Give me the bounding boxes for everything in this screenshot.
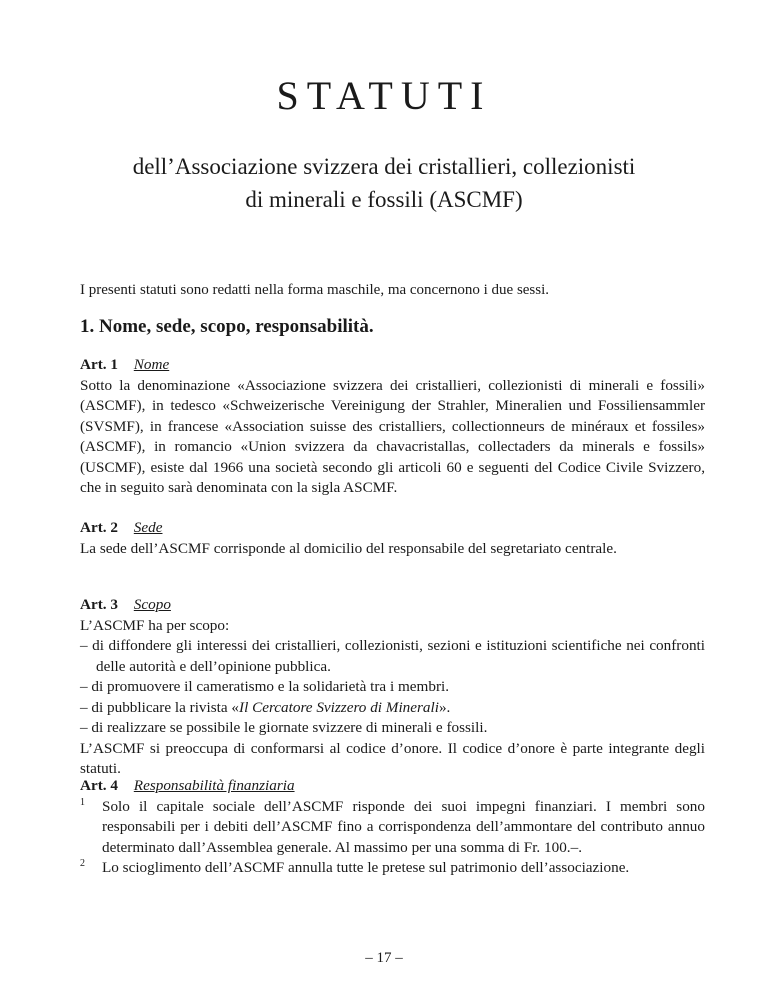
article-2 (80, 518, 705, 559)
article-4-paragraph-1 (80, 797, 705, 859)
article-2-title: Sede (133, 519, 163, 536)
article-4 (80, 776, 705, 879)
article-4-title: Responsabilità finanziaria (133, 777, 295, 794)
subtitle-line-1: dell’Associazione svizzera dei cristallieri, collezionisti (132, 154, 636, 179)
list-item: – di realizzare se possibile le giornate svizzere di minerali e fossili. (80, 719, 488, 736)
article-1-header (80, 355, 705, 376)
paragraph-text: Lo scioglimento dell’ASCMF annulla tutte le pretese sul patrimonio dell’associazione. (102, 859, 630, 876)
article-3 (80, 595, 705, 780)
article-3-number: Art. 3 (80, 596, 118, 613)
intro-note: I presenti statuti sono redatti nella forma maschile, ma concernono i due sessi. (80, 282, 550, 298)
subtitle-line-2: di minerali e fossili (ASCMF) (245, 187, 523, 212)
list-item-suffix: ». (438, 698, 451, 716)
article-1-text: Sotto la denominazione «Associazione svizzera dei cristallieri, collezionisti di minerali e fossili» (ASCMF), in tedesco «Schweizerische Vereinigung der Strahler, Mineralien und Fossiliensammler (SVSMF), in francese «Association suisse des cristalliers, collectionneurs de minéraux et fossiles» (ASCMF), in romancio «Union svizzera da chavacristallas, collectaders da minerals e fossils» (USCMF), esiste dal 1966 una società secondo gli articoli 60 e seguenti del Codice Civile Svizzero, che in seguito sarà denominata con la sigla ASCMF. (80, 376, 705, 496)
paragraph-number: 2 (80, 858, 85, 869)
paragraph-number: 1 (80, 796, 85, 808)
article-2-number: Art. 2 (80, 519, 118, 536)
article-4-header (80, 776, 705, 797)
list-item: – di diffondere gli interessi dei cristallieri, collezionisti, sezioni e istituzioni scientifiche nei confronti delle autorità e dell’opinione pubblica. (80, 637, 705, 675)
article-1 (80, 355, 705, 499)
article-3-intro: L’ASCMF ha per scopo: (80, 616, 230, 634)
article-4-paragraph-2 (80, 858, 705, 879)
list-item-prefix: – di pubblicare la rivista « (80, 698, 240, 716)
article-1-number: Art. 1 (80, 356, 118, 373)
article-2-header (80, 518, 705, 539)
article-3-closing: L’ASCMF si preoccupa di conformarsi al codice d’onore. Il codice d’onore è parte integrante degli statuti. (80, 739, 705, 777)
article-3-title: Scopo (133, 596, 171, 613)
article-3-header (80, 595, 705, 616)
document-subtitle (60, 150, 708, 216)
article-2-text: La sede dell’ASCMF corrisponde al domicilio del responsabile del segretariato centrale. (80, 539, 617, 557)
magazine-title: Il Cercatore Svizzero di Minerali (239, 698, 439, 716)
paragraph-text: Solo il capitale sociale dell’ASCMF risponde dei suoi impegni finanziari. I membri sono responsabili per i debiti dell’ASCMF fino a corrispondenza dell’ammontare del contributo annuo determinato dall’Assemblea generale. Al massimo per una somma di Fr. 100.–. (102, 797, 705, 856)
document-title: STATUTI (276, 73, 492, 118)
section-heading: 1. Nome, sede, scopo, responsabilità. (80, 316, 374, 337)
page-number: – 17 – (365, 950, 403, 966)
list-item (80, 698, 705, 719)
article-4-number: Art. 4 (80, 777, 118, 794)
list-item: – di promuovere il cameratismo e la solidarietà tra i membri. (80, 678, 450, 695)
article-1-title: Nome (133, 356, 170, 373)
